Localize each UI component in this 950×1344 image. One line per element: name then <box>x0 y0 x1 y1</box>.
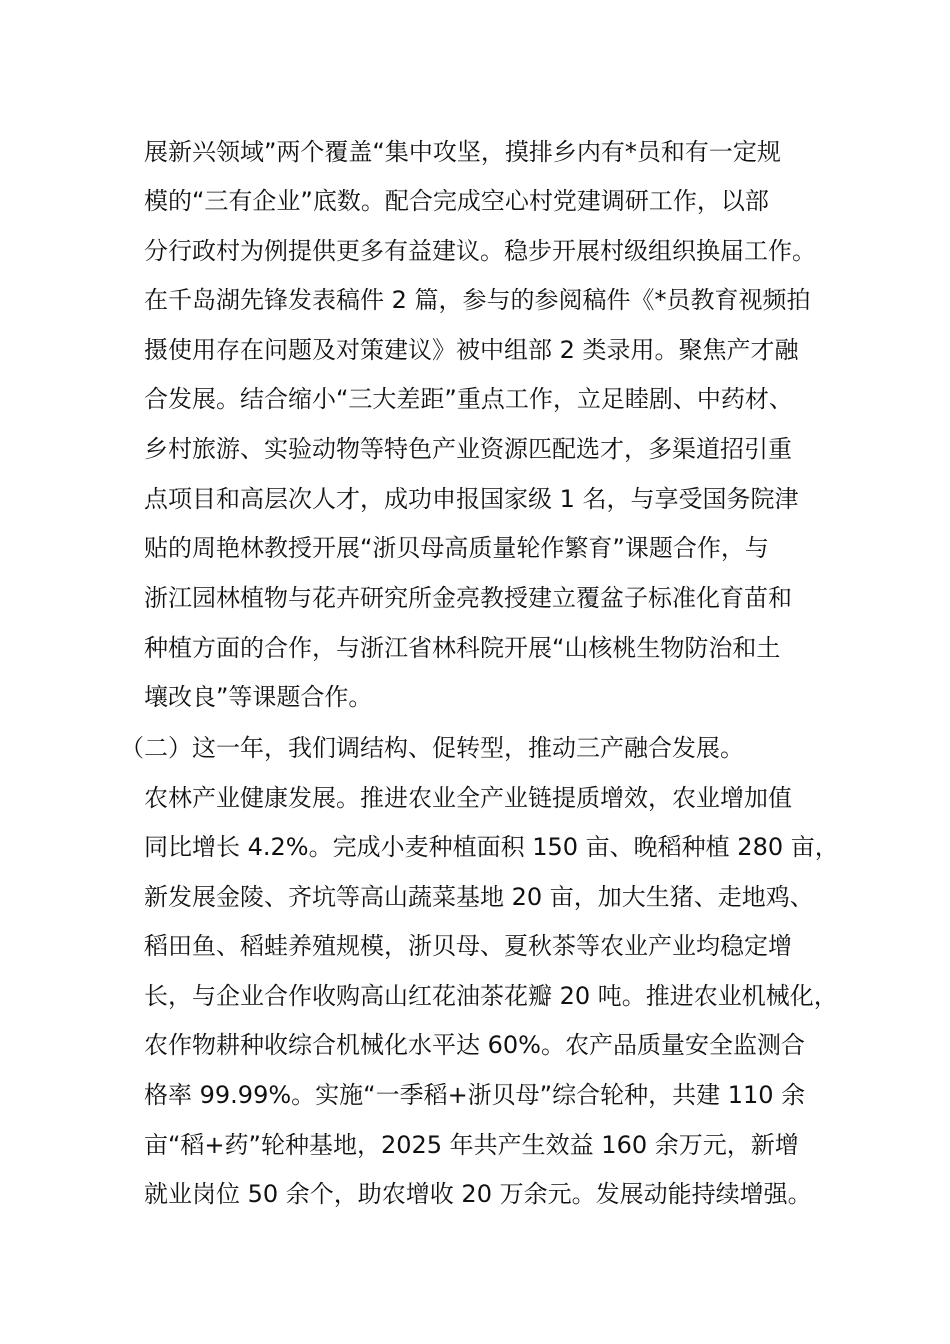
text-line: 点项目和高层次人才，成功申报国家级 1 名，与享受国务院津 <box>144 485 799 513</box>
text-line: 贴的周艳林教授开展“浙贝母高质量轮作繁育”课题合作，与 <box>144 534 769 562</box>
text-line: 模的“三有企业”底数。配合完成空心村党建调研工作，以部 <box>144 187 769 215</box>
text-line: 农作物耕种收综合机械化水平达 60%。农产品质量安全监测合 <box>144 1031 805 1059</box>
text-line: 同比增长 4.2%。完成小麦种植面积 150 亩、晚稻种植 280 亩， <box>144 833 839 861</box>
section-heading: （二）这一年，我们调结构、促转型，推动三产融合发展。 <box>120 734 744 762</box>
text-line: 摄使用存在问题及对策建议》被中组部 2 类录用。聚焦产才融 <box>144 336 799 364</box>
text-line: 展新兴领域”两个覆盖“集中攻坚，摸排乡内有*员和有一定规 <box>144 138 781 166</box>
text-line: 格率 99.99%。实施“一季稻+浙贝母”综合轮种，共建 110 余 <box>144 1081 806 1109</box>
text-line: 在千岛湖先锋发表稿件 2 篇，参与的参阅稿件《*员教育视频拍 <box>144 286 811 314</box>
text-line: 农林产业健康发展。推进农业全产业链提质增效，农业增加值 <box>144 784 792 812</box>
text-line: 稻田鱼、稻蛙养殖规模，浙贝母、夏秋茶等农业产业均稳定增 <box>144 932 792 960</box>
text-line: 种植方面的合作，与浙江省林科院开展“山核桃生物防治和土 <box>144 634 781 662</box>
text-line: 分行政村为例提供更多有益建议。稳步开展村级组织换届工作。 <box>144 237 816 265</box>
text-line: 就业岗位 50 余个，助农增收 20 万余元。发展动能持续增强。 <box>144 1180 812 1208</box>
text-line: 长，与企业合作收购高山红花油茶花瓣 20 吨。推进农业机械化， <box>144 982 838 1010</box>
text-line: 新发展金陵、齐坑等高山蔬菜基地 20 亩，加大生猪、走地鸡、 <box>144 883 814 911</box>
text-line: 壤改良”等课题合作。 <box>144 683 373 711</box>
text-line: 浙江园林植物与花卉研究所金亮教授建立覆盆子标准化育苗和 <box>144 584 792 612</box>
text-line: 合发展。结合缩小“三大差距”重点工作，立足睦剧、中药材、 <box>144 385 793 413</box>
text-line: 亩“稻+药”轮种基地，2025 年共产生效益 160 余万元，新增 <box>144 1131 799 1159</box>
text-line: 乡村旅游、实验动物等特色产业资源匹配选才，多渠道招引重 <box>144 435 792 463</box>
